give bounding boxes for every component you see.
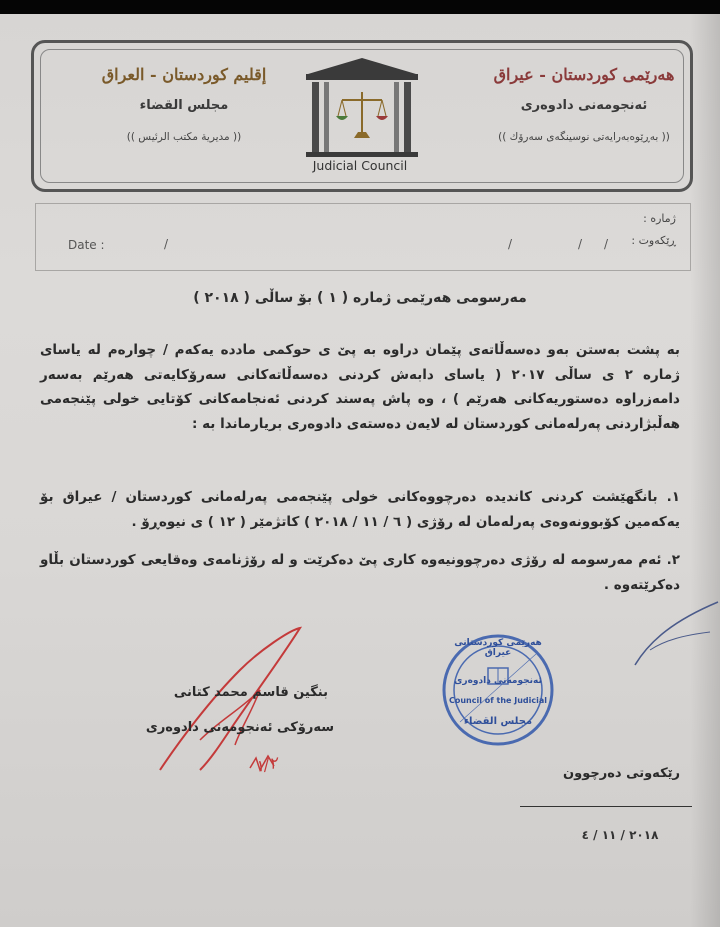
signature-drawing	[140, 620, 320, 790]
office-name-kurdish: (( بەڕێوەبەرایەتی نوسینگەی سەرۆك ))	[498, 131, 670, 143]
date-separator: /	[164, 237, 169, 251]
top-bar	[0, 0, 720, 14]
handwritten-note: ١/٢	[253, 752, 280, 777]
decree-item-1: ١. بانگهێشت کردنی کاندیدە دەرچووەکانی خولی پێنجەمی پەرلەمانی کوردستان / عیراق بۆ یەکەمین کۆبوونەوەی پەرلەمان لە رۆژی ( ٦ / ١١ / ٢٠١٨ ) کاتژمێر ( ١٢ ) ی نیوەڕۆ .	[40, 489, 680, 530]
issue-date-label: رێکەوتی دەرچوون	[563, 766, 680, 781]
region-name-kurdish: هەرێمی کوردستان - عیراق	[493, 65, 675, 84]
date-separator: /	[578, 237, 583, 251]
signatory-title: سەرۆکی ئەنجومەنی دادوەری	[145, 720, 334, 735]
page-shadow	[690, 14, 720, 927]
council-name-arabic: مجلس القضاء	[139, 98, 229, 113]
region-name-arabic: إقليم كوردستان - العراق	[101, 65, 267, 84]
letterhead-kurdish	[474, 65, 694, 143]
date-label-english: Date :	[68, 238, 105, 252]
decree-title: مەرسومی هەرێمی ژمارە ( ١ ) بۆ ساڵی ( ٢٠١٨ )	[193, 290, 527, 306]
decree-preamble: بە پشت بەستن بەو دەسەڵاتەی پێمان دراوە بە پێ ی حوکمی ماددە یەکەم / چوارەم لە یاسای ژمارە ٢ ی ساڵی ٢٠١٧ ( یاسای دابەش کردنی دەسەڵاتەکانی سەرۆکایەتی هەرێم بەسەر دامەزراوە دەستوریەکانی هەرێم ) ، وە پاش پەسند کردنی ئەنجامەکانی کۆتایی خولی پێنجەمی هەڵبژاردنی پەرلەمانی کوردستان لە لایەن دەستەی دادوەری بریارماندا بە :	[40, 342, 681, 432]
letterhead-arabic	[74, 65, 294, 143]
decree-item-2: ٢. ئەم مەرسومە لە رۆژی دەرچوونیەوە کاری پێ دەکرێت و لە رۆژنامەی وەقایعی کوردستان بڵاو دەکرێتەوە .	[40, 552, 680, 593]
date-separator: /	[508, 237, 513, 251]
signatory-name: بنگین قاسم محمد کتانی	[173, 685, 328, 700]
date-separator: /	[604, 237, 609, 251]
logo-caption: Judicial Council	[312, 158, 408, 173]
council-name-kurdish: ئەنجومەنی دادوەری	[520, 98, 648, 113]
office-name-arabic: (( مديرية مكتب الرئيس ))	[126, 131, 242, 143]
issue-date-value: ٢٠١٨ / ١١ / ٤	[581, 828, 659, 842]
date-label-kurdish: ڕێکەوت :	[631, 234, 676, 247]
reference-box	[35, 203, 691, 271]
signature-mark	[630, 590, 720, 670]
number-label: ژمارە :	[643, 212, 676, 225]
issue-date-rule	[520, 806, 692, 807]
